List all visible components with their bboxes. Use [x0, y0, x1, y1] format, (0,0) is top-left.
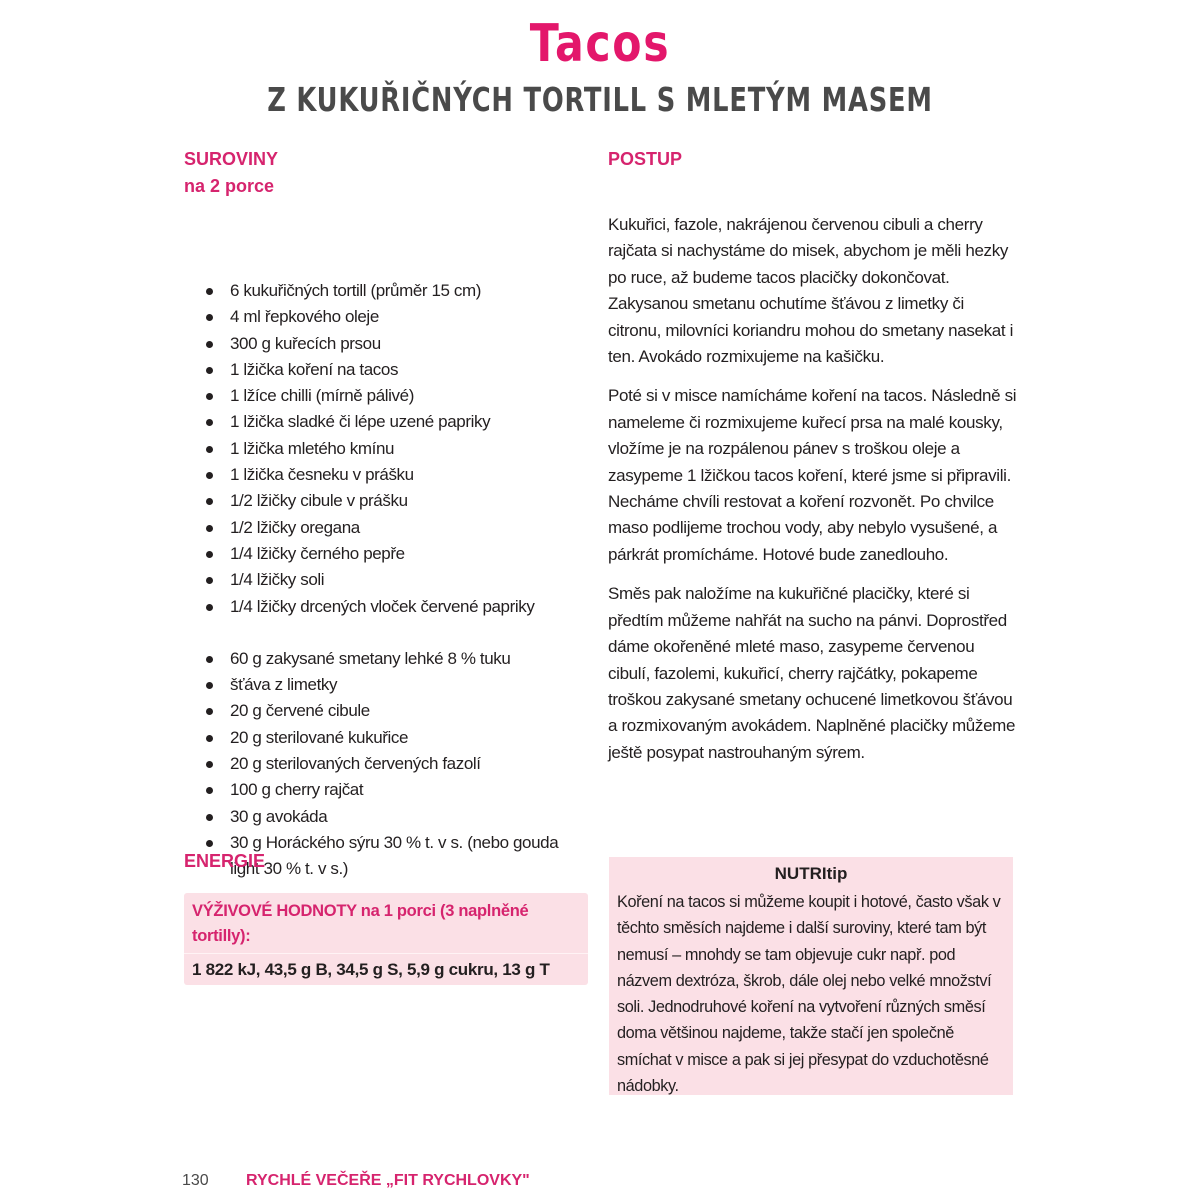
- bullet-icon: [206, 840, 213, 847]
- ingredient-text: 1 lžička sladké či lépe uzené papriky: [230, 412, 491, 432]
- bullet-icon: [206, 735, 213, 742]
- nutritip-title: NUTRItip: [774, 864, 848, 883]
- ingredient-text: šťáva z limetky: [230, 675, 338, 695]
- ingredient-item: [184, 278, 584, 304]
- nutritip-text: Koření na tacos si můžeme koupit i hotové, často však v těchto směsích najdeme i další suroviny, které tam být nemusí – mnohdy se tam objevuje cukr např. pod názvem dextróza, škrob, dále olej nebo velké množství soli. Jednodruhové koření na vytvoření různých směsí doma většinou najdeme, takže stačí jen společně smíchat v misce a pak si jej přesypat do vzduchotěsné nádobky.: [617, 893, 1001, 1096]
- ingredient-item: [184, 541, 584, 567]
- bullet-icon: [206, 393, 213, 400]
- ingredient-text: 300 g kuřecích prsou: [230, 333, 381, 353]
- ingredient-list-main: [184, 278, 584, 620]
- page-footer: [182, 1172, 530, 1190]
- ingredient-item: [184, 594, 584, 620]
- ingredients-heading: SUROVINY: [184, 149, 279, 169]
- ingredient-item: [184, 672, 584, 698]
- ingredients-section: [184, 146, 584, 883]
- ingredient-item: [184, 436, 584, 462]
- ingredient-item: [184, 488, 584, 514]
- ingredient-text: 30 g avokáda: [230, 806, 328, 826]
- method-heading: POSTUP: [608, 149, 683, 169]
- ingredient-text: 1 lžíce chilli (mírně pálivé): [230, 386, 414, 406]
- ingredient-text: 30 g Horáckého sýru 30 % t. v s. (nebo gouda light 30 % t. v s.): [230, 832, 559, 879]
- ingredient-text: 6 kukuřičných tortill (průměr 15 cm): [230, 281, 482, 300]
- recipe-title: Tacos: [529, 14, 671, 74]
- ingredient-text: 1/4 lžičky soli: [230, 570, 325, 590]
- bullet-icon: [206, 341, 213, 348]
- bullet-icon: [206, 551, 213, 558]
- ingredient-text: 1/2 lžičky oregana: [230, 517, 360, 537]
- bullet-icon: [206, 577, 213, 584]
- nutrition-box: [184, 893, 588, 985]
- nutrition-heading: VÝŽIVOVÉ HODNOTY na 1 porci (3 naplněné tortilly):: [184, 893, 588, 954]
- ingredient-text: 1/4 lžičky drcených vloček červené papriky: [230, 596, 535, 616]
- ingredient-text: 100 g cherry rajčat: [230, 780, 364, 800]
- bullet-icon: [206, 682, 213, 689]
- ingredient-item: [184, 567, 584, 593]
- ingredient-item: [184, 777, 584, 803]
- bullet-icon: [206, 814, 213, 821]
- ingredient-item: [184, 409, 584, 435]
- ingredient-item: [184, 804, 584, 830]
- ingredient-item: [184, 751, 584, 777]
- ingredient-item: [184, 331, 584, 357]
- bullet-icon: [206, 314, 213, 321]
- ingredient-item: [184, 304, 584, 330]
- ingredient-item: [184, 462, 584, 488]
- method-paragraph: Poté si v misce namícháme koření na tacos. Následně si nameleme či rozmixujeme kuřecí prsa na malé kousky, vložíme je na rozpálenou pánev s troškou oleje a zasypeme 1 lžičkou tacos koření, které jsme si připravili. Necháme chvíli restovat a koření rozvonět. Po chvilce maso podlijeme trochou vody, aby nebylo vysušené, a párkrát promícháme. Hotové bude zanedlouho.: [608, 386, 1017, 564]
- ingredient-item: [184, 725, 584, 751]
- ingredient-item: [184, 383, 584, 409]
- method-section: [608, 146, 1018, 766]
- ingredient-item: [184, 698, 584, 724]
- ingredient-item: [184, 646, 584, 672]
- energy-heading: ENERGIE: [184, 851, 266, 871]
- bullet-icon: [206, 787, 213, 794]
- ingredient-text: 1 lžička mletého kmínu: [230, 438, 395, 458]
- ingredient-text: 1 lžička koření na tacos: [230, 359, 399, 379]
- bullet-icon: [206, 761, 213, 768]
- bullet-icon: [206, 446, 213, 453]
- bullet-icon: [206, 288, 213, 295]
- method-paragraph: Kukuřici, fazole, nakrájenou červenou cibuli a cherry rajčata si nachystáme do misek, abychom je měli hezky po ruce, až budeme tacos placičky dokončovat. Zakysanou smetanu ochutíme šťávou z limetky či citronu, milovníci koriandru mohou do smetany nasekat i ten. Avokádo rozmixujeme na kašičku.: [608, 215, 1014, 367]
- ingredient-text: 1/4 lžičky černého pepře: [230, 543, 405, 563]
- ingredient-item: [184, 515, 584, 541]
- recipe-subtitle: Z KUKUŘIČNÝCH TORTILL S MLETÝM MASEM: [267, 80, 933, 119]
- ingredient-text: 20 g sterilovaných červených fazolí: [230, 754, 481, 774]
- ingredient-text: 4 ml řepkového oleje: [230, 307, 379, 327]
- ingredient-text: 1 lžička česneku v prášku: [230, 465, 414, 485]
- ingredient-item: [184, 357, 584, 383]
- bullet-icon: [206, 708, 213, 715]
- bullet-icon: [206, 419, 213, 426]
- bullet-icon: [206, 656, 213, 663]
- method-paragraph: Směs pak naložíme na kukuřičné placičky, které si předtím můžeme nahřát na sucho na pánvi. Doprostřed dáme okořeněné mleté maso, zasypeme červenou cibulí, fazolemi, kukuřicí, cherry rajčátky, pokapeme troškou zakysané smetany ochucené limetkovou šťávou a rozmixovaným avokádem. Naplněné placičky můžeme ještě posypat nastrouhaným sýrem.: [608, 584, 1016, 762]
- bullet-icon: [206, 604, 213, 611]
- ingredient-text: 20 g červené cibule: [230, 701, 370, 721]
- ingredient-text: 60 g zakysané smetany lehké 8 % tuku: [230, 648, 511, 668]
- bullet-icon: [206, 472, 213, 479]
- chapter-title: RYCHLÉ VEČEŘE „FIT RYCHLOVKY": [246, 1172, 530, 1189]
- bullet-icon: [206, 367, 213, 374]
- bullet-icon: [206, 525, 213, 532]
- servings-label: na 2 porce: [184, 176, 275, 196]
- ingredient-text: 20 g sterilované kukuřice: [230, 727, 409, 747]
- bullet-icon: [206, 498, 213, 505]
- page-number: 130: [182, 1172, 209, 1189]
- ingredient-text: 1/2 lžičky cibule v prášku: [230, 491, 408, 511]
- nutrition-values: 1 822 kJ, 43,5 g B, 34,5 g S, 5,9 g cukru, 13 g T: [192, 960, 550, 979]
- nutritip-box: [609, 857, 1013, 1095]
